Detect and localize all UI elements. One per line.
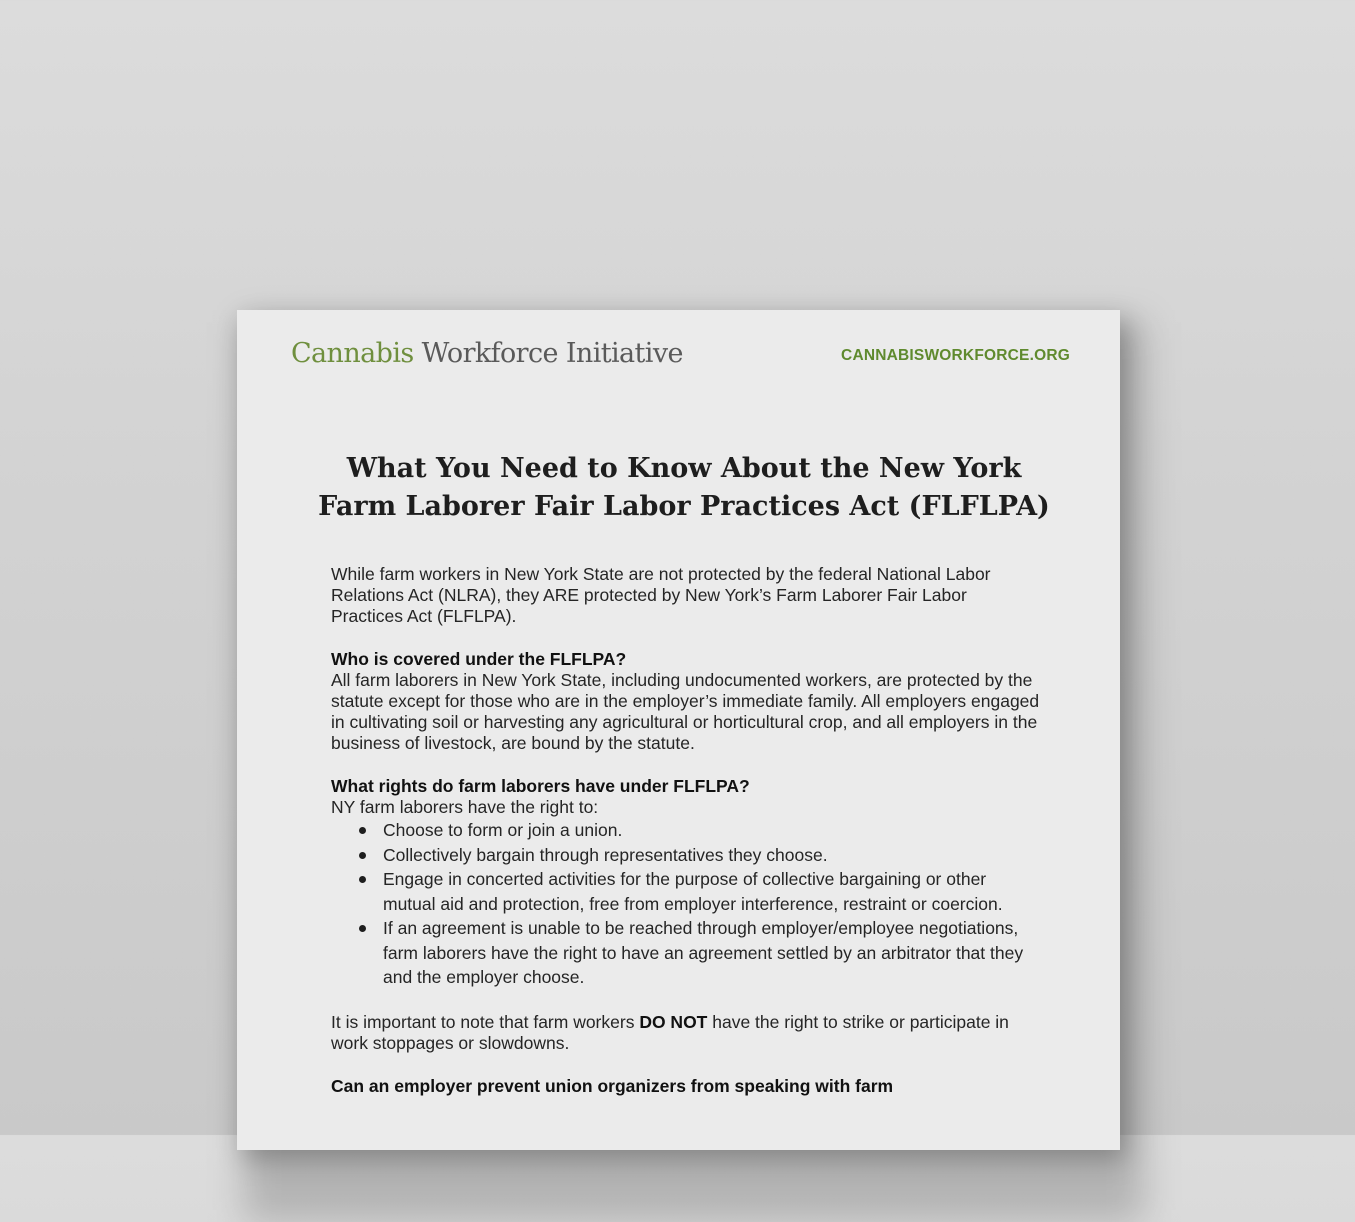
- section-heading-rights: What rights do farm laborers have under FLFLPA?: [331, 776, 750, 796]
- rights-list-item: Collectively bargain through representatives they choose.: [383, 843, 1043, 868]
- logo-word-cannabis: Cannabis: [291, 338, 414, 369]
- section-heading-organizers: Can an employer prevent union organizers from speaking with farm: [331, 1075, 894, 1096]
- title-line-1: What You Need to Know About the New York: [346, 453, 1022, 484]
- strike-note-start: It is important to note that farm workers: [331, 1011, 640, 1032]
- rights-list-item: If an agreement is unable to be reached through employer/employee negotiations, farm laborers have the right to have an agreement settled by an arbitrator that they and the employer choose.: [383, 916, 1043, 990]
- strike-note-paragraph: [331, 1012, 1043, 1054]
- title-line-2: Farm Laborer Fair Labor Practices Act (FLFLPA): [318, 491, 1050, 522]
- rights-list: [331, 818, 1043, 990]
- document-body: [331, 564, 1043, 1097]
- logo-word-workforce-initiative: Workforce Initiative: [413, 338, 683, 369]
- document-page: [237, 310, 1120, 1150]
- organization-logo: [291, 338, 683, 369]
- document-title: [297, 450, 1071, 526]
- rights-lead: NY farm laborers have the right to:: [331, 797, 599, 817]
- strike-note-end: have the right to strike or participate in work stoppages or slowdowns.: [331, 1011, 1009, 1053]
- intro-paragraph: While farm workers in New York State are not protected by the federal National Labor Relations Act (NLRA), they ARE protected by New York’s Farm Laborer Fair Labor Practices Act (FLFLPA).: [331, 564, 991, 626]
- coverage-paragraph: All farm laborers in New York State, including undocumented workers, are protected by the statute except for those who are in the employer’s immediate family. All employers engaged in cultivating soil or harvesting any agricultural or horticultural crop, and all employers in the business of livestock, are bound by the statute.: [331, 670, 1040, 753]
- strike-note-emphasis: DO NOT: [639, 1011, 708, 1032]
- website-url: CANNABISWORKFORCE.ORG: [841, 347, 1070, 364]
- rights-list-item: Engage in concerted activities for the purpose of collective bargaining or other mutual aid and protection, free from employer interference, restraint or coercion.: [383, 867, 1043, 916]
- section-heading-coverage: Who is covered under the FLFLPA?: [331, 649, 627, 669]
- rights-list-item: Choose to form or join a union.: [383, 818, 1043, 843]
